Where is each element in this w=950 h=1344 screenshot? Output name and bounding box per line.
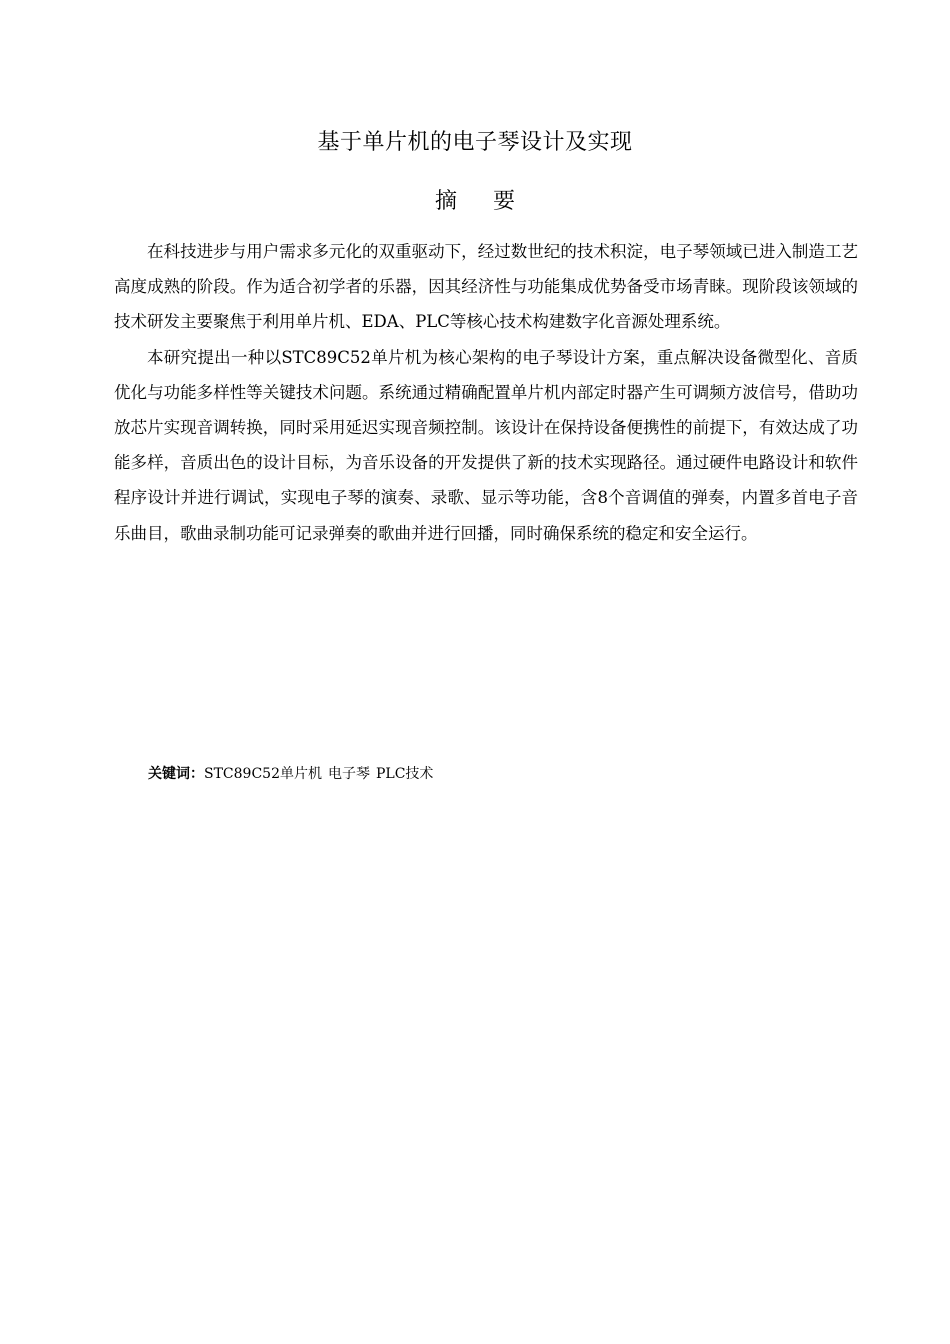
abstract-paragraph-2: 本研究提出一种以STC89C52单片机为核心架构的电子琴设计方案，重点解决设备微型化、音质优化与功能多样性等关键技术问题。系统通过精确配置单片机内部定时器产生可调频方波信号，借助功放芯片实现音调转换，同时采用延迟实现音频控制。该设计在保持设备便携性的前提下，有效达成了功能多样，音质出色的设计目标，为音乐设备的开发提供了新的技术实现路径。通过硬件电路设计和软件程序设计并进行调试，实现电子琴的演奏、录歌、显示等功能，含8个音调值的弹奏，内置多首电子音乐曲目，歌曲录制功能可记录弹奏的歌曲并进行回播，同时确保系统的稳定和安全运行。 [114,347,858,543]
abstract-body [114,234,858,551]
keywords-label: 关键词： [148,766,204,782]
keyword-item: STC89C52单片机 [204,766,322,782]
abstract-heading [0,185,950,219]
abstract-heading-char-1: 摘 [434,189,457,214]
abstract-heading-char-2: 要 [493,189,516,214]
keyword-item: 电子琴 [327,766,370,782]
abstract-paragraph-1: 在科技进步与用户需求多元化的双重驱动下，经过数世纪的技术积淀，电子琴领域已进入制造工艺高度成熟的阶段。作为适合初学者的乐器，因其经济性与功能集成优势备受市场青睐。现阶段该领域的技术研发主要聚焦于利用单片机、EDA、PLC等核心技术构建数字化音源处理系统。 [114,242,858,332]
keywords-line [148,762,439,786]
keyword-item: PLC技术 [375,766,434,782]
document-title: 基于单片机的电子琴设计及实现 [317,130,633,155]
